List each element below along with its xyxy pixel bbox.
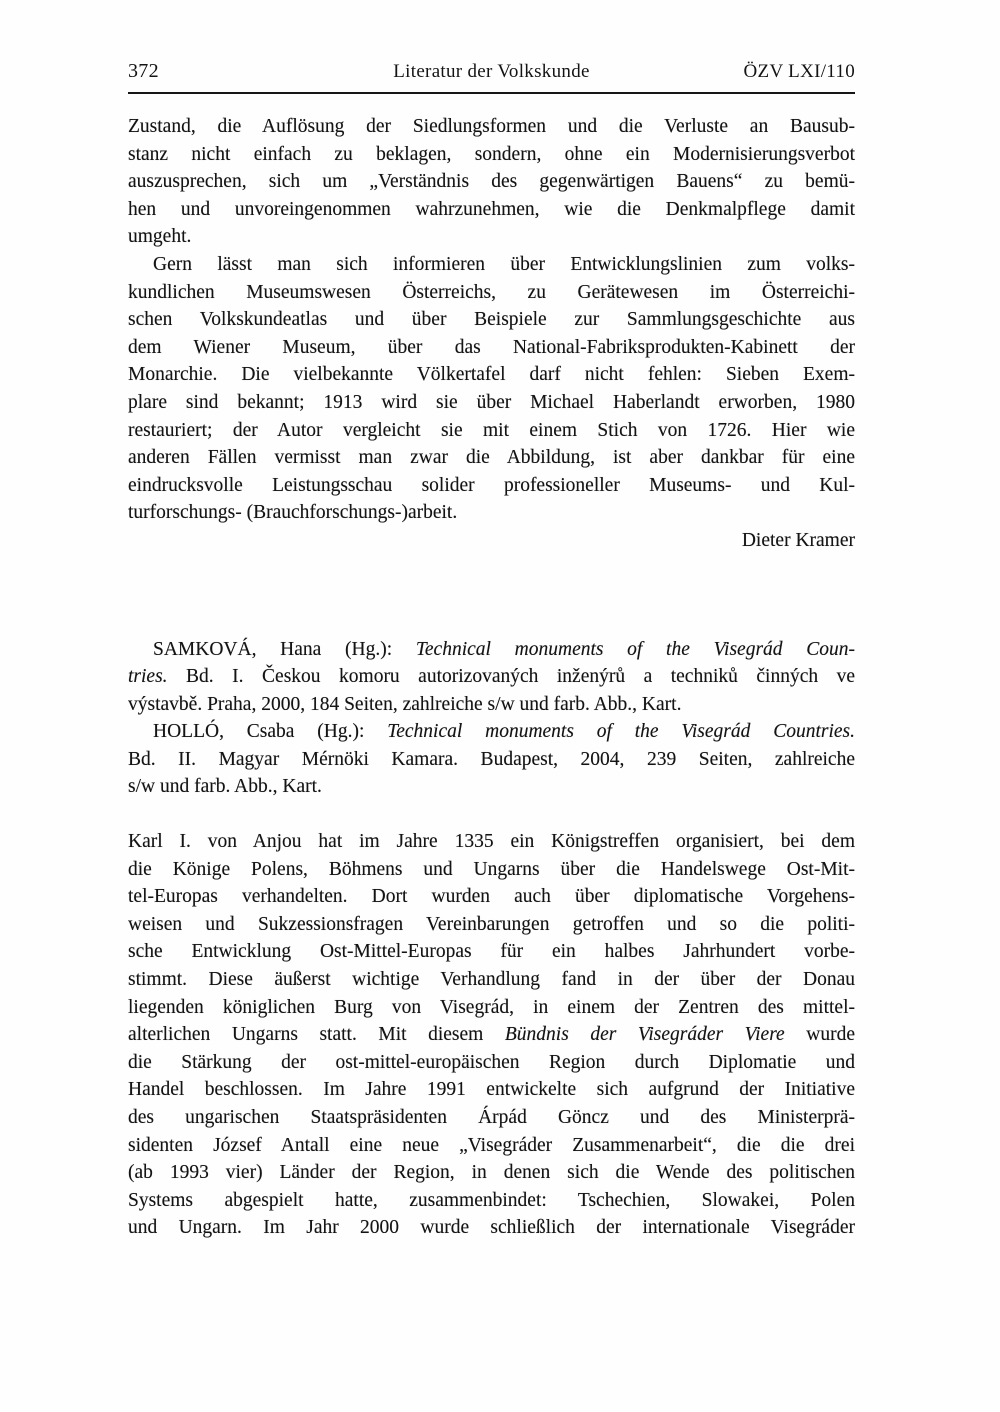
text-line [128,196,855,224]
text-segment: sche Entwicklung Ost-Mittel-Europas für ein halbes Jahrhundert vorbe- [128,941,855,963]
text-line [128,334,855,362]
issue-number: ÖZV LXI/110 [743,61,855,82]
page-header [128,60,855,83]
text-line [128,1021,855,1049]
text-segment: alterlichen Ungarns statt. Mit diesem [128,1024,505,1046]
text-segment: Zustand, die Auflösung der Siedlungsformen und die Verluste an Bausub- [128,116,855,137]
italic-text-segment: Bündnis der Visegráder Viere [504,1024,785,1046]
bibliography-samkova [128,636,855,719]
text-segment: Gern lässt man sich informieren über Entwicklungslinien zum volks- [153,253,855,275]
text-line [128,168,855,196]
signature-line [128,527,855,555]
text-segment: (ab 1993 vier) Länder der Region, in denen sich die Wende des politischen [128,1162,855,1184]
text-segment: Dieter Kramer [741,529,855,551]
text-segment: Karl I. von Anjou hat im Jahre 1335 ein Königstreffen organisiert, bei dem [128,831,855,853]
text-line [128,883,855,911]
page-body [128,113,855,1242]
text-segment: und Ungarn. Im Jahr 2000 wurde schließlich der internationale Visegráder [128,1217,855,1239]
text-segment: Systems abgespielt hatte, zusammenbindet: Tschechien, Slowakei, Polen [128,1189,855,1211]
text-line [128,718,855,746]
text-segment: eindrucksvolle Leistungsschau solider professioneller Museums- und Kul- [128,474,855,496]
text-line [128,1049,855,1077]
text-segment: tel-Europas verhandelten. Dort wurden auch über diplomatische Vorgehens- [128,886,855,908]
text-line [128,1132,855,1160]
text-segment: dem Wiener Museum, über das National-Fabriksprodukten-Kabinett der [128,336,855,358]
text-line [128,1076,855,1104]
text-segment: des ungarischen Staatspräsidenten Árpád Göncz und des Ministerprä- [128,1107,855,1128]
text-line [128,1187,855,1215]
text-line [128,911,855,939]
italic-text-segment: Technical monuments of the Visegrád Coun- [415,638,855,660]
text-segment: stanz nicht einfach zu beklagen, sondern, ohne ein Modernisierungsverbot [128,143,855,165]
text-line [128,361,855,389]
text-segment: die Könige Polens, Böhmens und Ungarns über die Handelswege Ost-Mit- [128,858,855,880]
text-segment: stimmt. Diese äußerst wichtige Verhandlung fand in der über der Donau [128,969,855,991]
text-line [128,499,855,527]
text-segment: SAMKOVÁ, Hana (Hg.): [153,638,416,660]
text-segment: Monarchie. Die vielbekannte Völkertafel darf nicht fehlen: Sieben Exem- [128,364,855,386]
text-segment: wurde [784,1024,855,1046]
text-segment: plare sind bekannt; 1913 wird sie über Michael Haberlandt erworben, 1980 [128,391,855,413]
text-line [128,389,855,417]
text-segment: sidenten József Antall eine neue „Visegráder Zusammenarbeit“, die die drei [128,1134,855,1156]
paragraph-review-continuation [128,113,855,251]
text-line [128,1104,855,1132]
signature [128,527,855,555]
text-line [128,141,855,169]
text-line [128,1214,855,1242]
journal-running-title: Literatur der Volkskunde [393,61,590,82]
text-segment: liegenden königlichen Burg von Visegrád, in einem der Zentren des mittel- [128,996,855,1018]
text-segment: turforschungs- (Brauchforschungs-)arbeit. [128,502,458,524]
text-line [128,444,855,472]
text-line [128,251,855,279]
text-segment: schen Volkskundeatlas und über Beispiele zur Sammlungsgeschichte aus [128,309,855,331]
text-segment: HOLLÓ, Csaba (Hg.): [153,721,388,743]
header-rule [128,92,855,94]
text-line [128,966,855,994]
text-line [128,773,855,801]
text-segment: umgeht. [128,226,192,248]
text-line [128,828,855,856]
text-line [128,856,855,884]
text-segment: s/w und farb. Abb., Kart. [128,776,322,798]
paragraph-museumswesen [128,251,855,527]
text-segment: kundlichen Museumswesen Österreichs, zu Gerätewesen im Österreichi- [128,281,855,303]
text-line [128,223,855,251]
text-segment: anderen Fällen vermisst man zwar die Abbildung, ist aber dankbar für eine [128,447,855,469]
text-line [128,994,855,1022]
text-line [128,472,855,500]
italic-text-segment: Technical monuments of the Visegrád Countries. [387,721,855,743]
text-line [128,636,855,664]
text-segment: weisen und Sukzessionsfragen Vereinbarungen getroffen und so die politi- [128,913,855,935]
text-line [128,279,855,307]
paragraph-visegrad-review [128,828,855,1242]
italic-text-segment: tries. [128,666,168,688]
text-line [128,306,855,334]
text-segment: hen und unvoreingenommen wahrzunehmen, wie die Denkmalpflege damit [128,198,855,220]
text-segment: restauriert; der Autor vergleicht sie mit einem Stich von 1726. Hier wie [128,419,855,441]
text-line [128,691,855,719]
text-segment: Handel beschlossen. Im Jahre 1991 entwickelte sich aufgrund der Initiative [128,1079,855,1101]
text-line [128,113,855,141]
text-segment: výstavbě. Praha, 2000, 184 Seiten, zahlreiche s/w und farb. Abb., Kart. [128,693,682,715]
text-block [128,60,855,1242]
text-line [128,746,855,774]
text-segment: die Stärkung der ost-mittel-europäischen Region durch Diplomatie und [128,1051,855,1073]
text-line [128,1159,855,1187]
text-segment: Bd. I. Českou komoru autorizovaných inženýrů a techniků činných ve [167,666,855,688]
text-line [128,938,855,966]
text-line [128,417,855,445]
text-line [128,663,855,691]
bibliography-hollo [128,718,855,801]
text-segment: Bd. II. Magyar Mérnöki Kamara. Budapest, 2004, 239 Seiten, zahlreiche [128,748,855,770]
page-number: 372 [128,60,159,82]
text-segment: auszusprechen, sich um „Verständnis des gegenwärtigen Bauens“ zu bemü- [128,171,855,193]
